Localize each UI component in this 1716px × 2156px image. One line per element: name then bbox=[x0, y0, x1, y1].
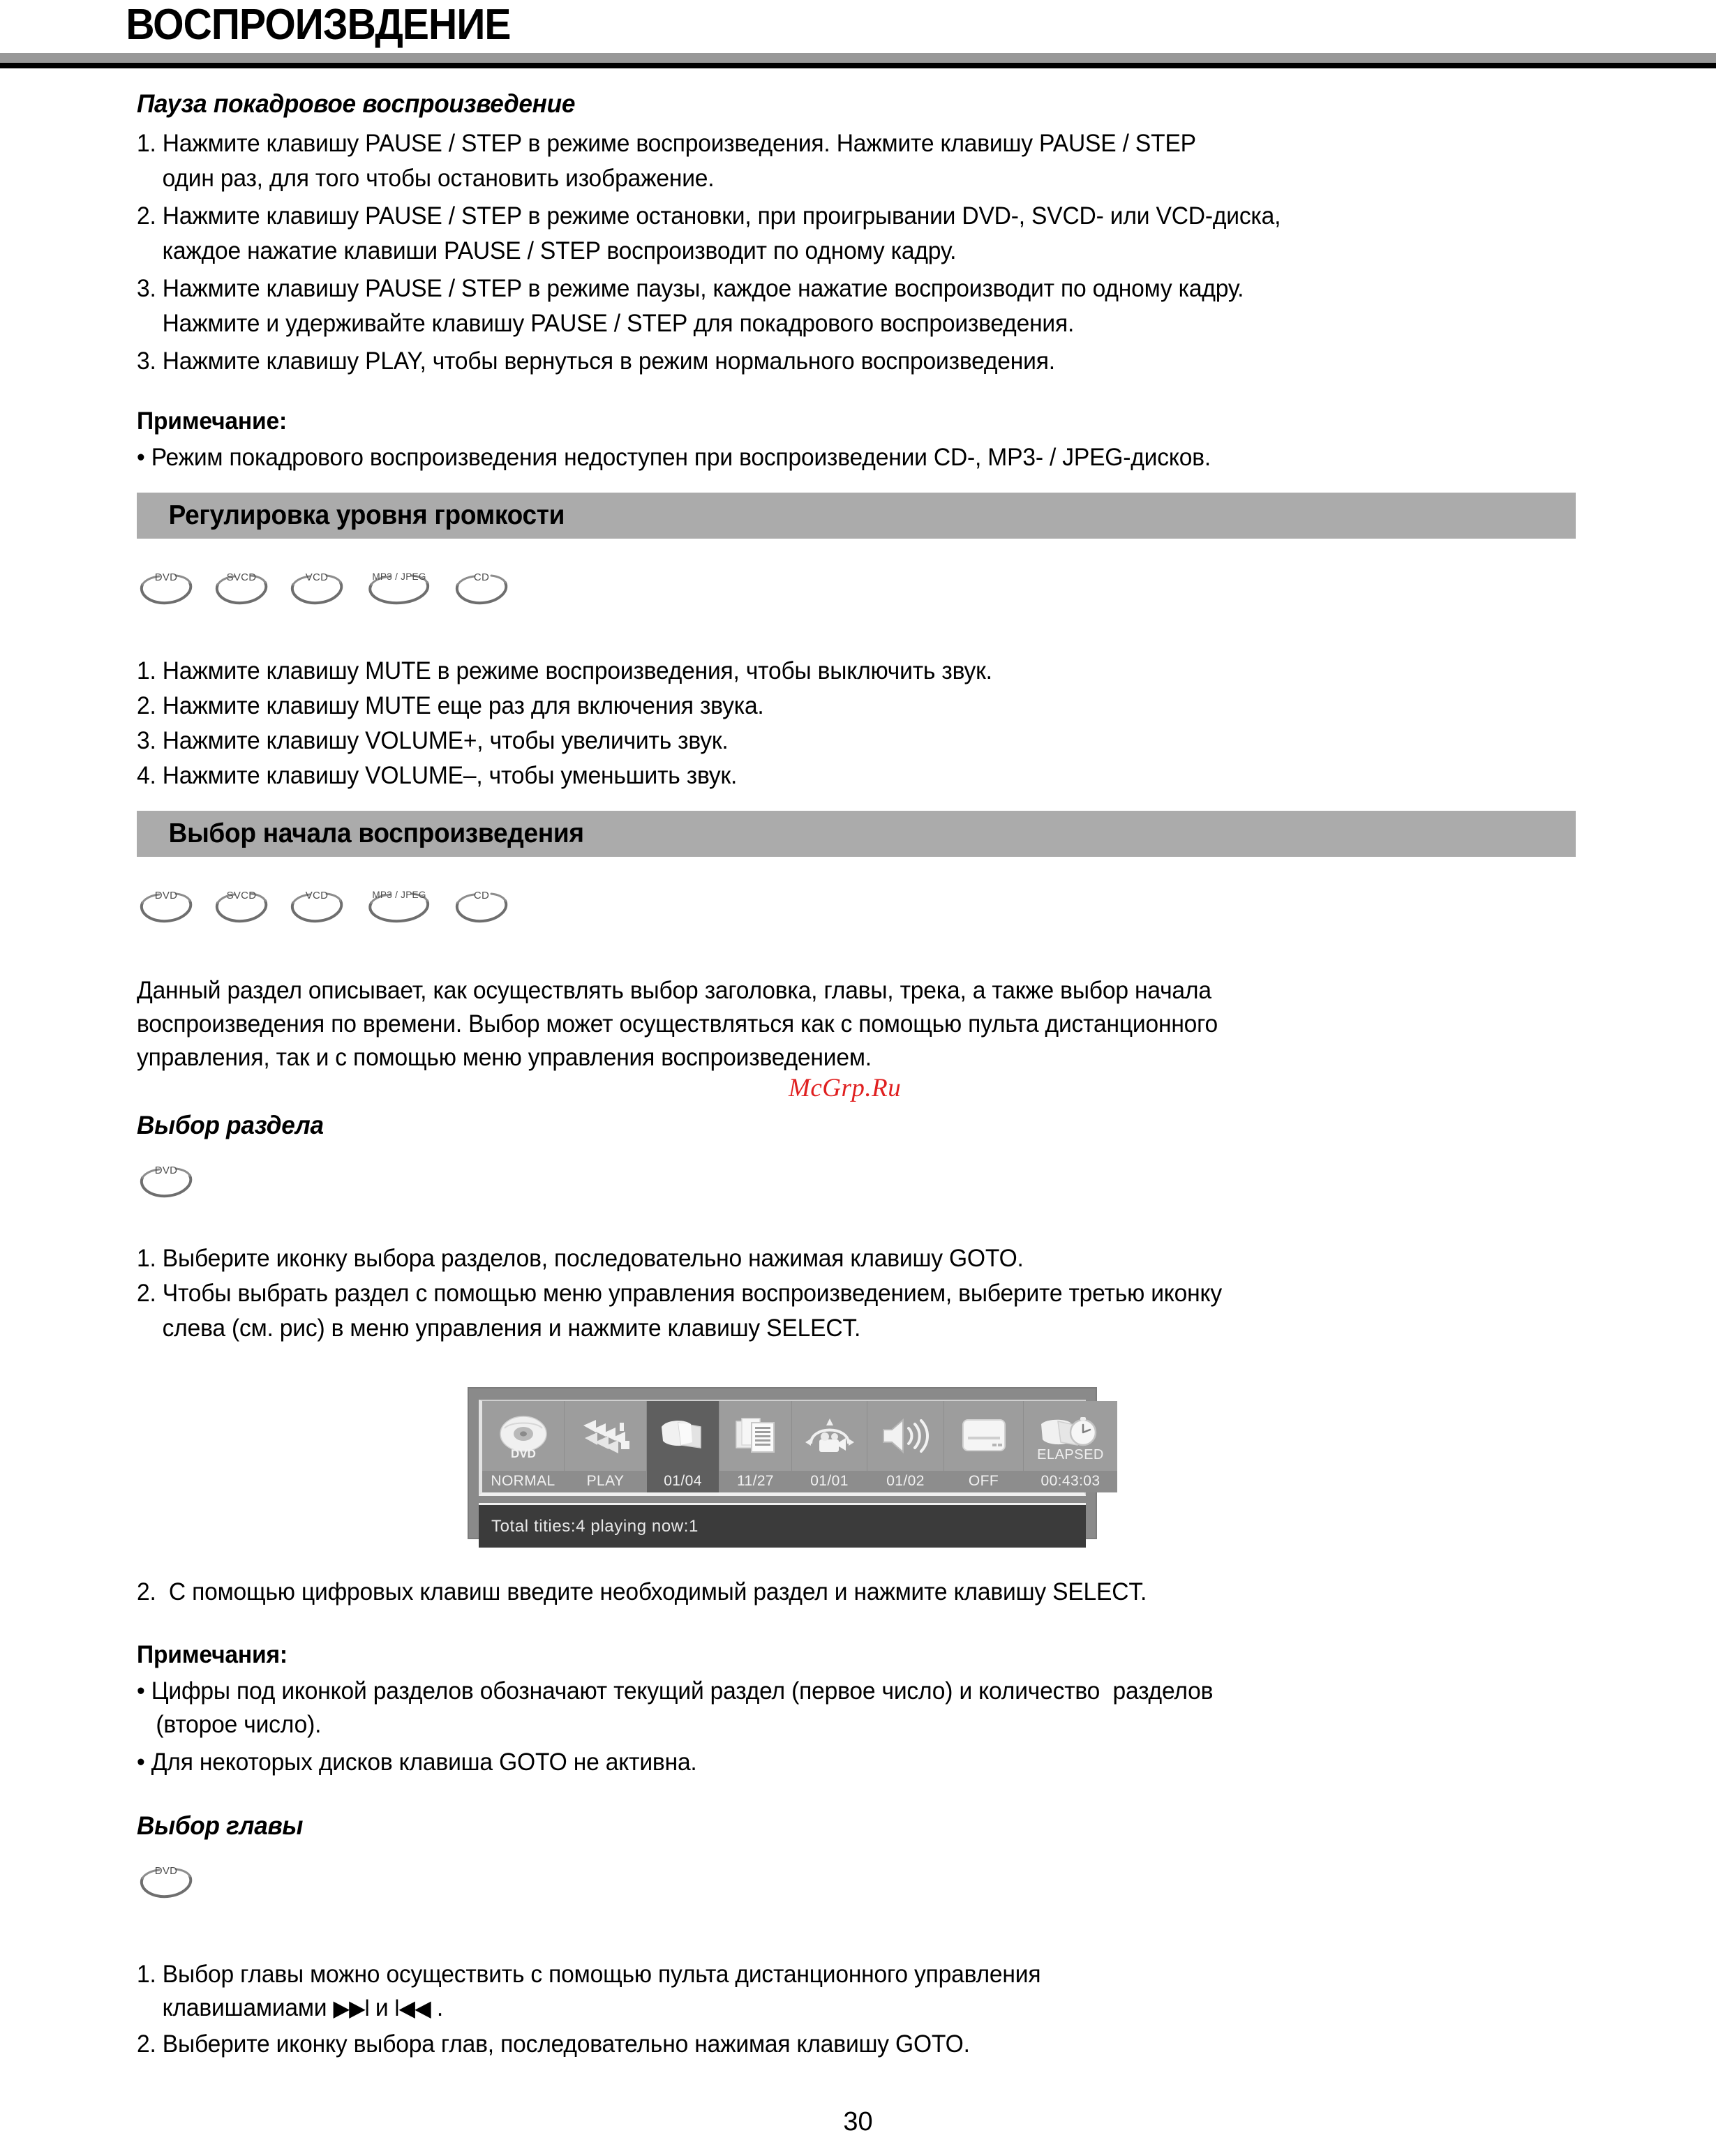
chapter-select-heading: Выбор главы bbox=[137, 1811, 304, 1840]
pause-item-2-cont: каждое нажатие клавиши PAUSE / STEP воспроизводит по одному кадру. bbox=[137, 237, 957, 264]
osd-cell-subtitle-select[interactable] bbox=[944, 1401, 1024, 1492]
disc-badge-vcd bbox=[285, 889, 349, 924]
svg-text:DVD: DVD bbox=[510, 1447, 536, 1460]
chapter-select-item-1-cont bbox=[137, 1991, 443, 2025]
osd-cell-time-elapsed[interactable] bbox=[1024, 1401, 1117, 1492]
osd-icon-bar bbox=[479, 1400, 1104, 1496]
chapter-select-item-1-conjunction: и bbox=[368, 1994, 395, 2021]
osd-elapsed-sub-label: ELAPSED bbox=[1037, 1447, 1104, 1462]
section-bar-volume bbox=[137, 493, 1576, 539]
osd-value-angle: 01/01 bbox=[792, 1471, 867, 1492]
chapter-select-item-1-suffix: . bbox=[430, 1994, 444, 2021]
disc-icon bbox=[482, 1404, 564, 1471]
osd-value-disc-mode: NORMAL bbox=[482, 1471, 564, 1492]
volume-item-2: 2. Нажмите клавишу MUTE еще раз для включения звука. bbox=[137, 692, 764, 719]
disc-badge-cd-label: CD bbox=[473, 890, 490, 901]
disc-badge-dvd-label: DVD bbox=[154, 571, 178, 583]
section-bar-start-playback bbox=[137, 811, 1576, 857]
title-select-note-2: • Для некоторых дисков клавиша GOTO не активна. bbox=[137, 1749, 697, 1776]
disc-badge-svcd bbox=[209, 571, 274, 606]
header-rule-gray bbox=[0, 53, 1716, 63]
pause-section-heading: Пауза покадровое воспроизведение bbox=[137, 89, 576, 118]
section-bar-volume-label: Регулировка уровня громкости bbox=[168, 500, 565, 530]
disc-badge-dvd bbox=[134, 571, 198, 606]
volume-item-1: 1. Нажмите клавишу MUTE в режиме воспроизведения, чтобы выключить звук. bbox=[137, 657, 992, 684]
disc-badge-dvd-label: DVD bbox=[154, 1865, 178, 1877]
disc-badge-vcd bbox=[285, 571, 349, 606]
disc-badge-vcd-label: VCD bbox=[305, 571, 329, 583]
disc-badges-volume bbox=[134, 571, 525, 606]
osd-cell-audio-select[interactable] bbox=[867, 1401, 944, 1492]
watermark-mcgrp: McGrp.Ru bbox=[789, 1074, 902, 1102]
disc-badges-start bbox=[134, 889, 525, 924]
osd-cell-play-mode[interactable] bbox=[565, 1401, 647, 1492]
start-paragraph-line-2: воспроизведения по времени. Выбор может осуществляться как с помощью пульта дистанционного bbox=[137, 1010, 1218, 1038]
section-bar-start-playback-label: Выбор начала воспроизведения bbox=[168, 818, 584, 848]
osd-cell-chapter-select[interactable] bbox=[719, 1401, 792, 1492]
start-paragraph-line-3: управления, так и с помощью меню управления воспроизведением. bbox=[137, 1044, 872, 1071]
page-header bbox=[0, 0, 1716, 47]
page-title: ВОСПРОИЗВДЕНИЕ bbox=[126, 1, 511, 49]
title-select-note-1-cont: (второе число). bbox=[137, 1711, 322, 1738]
waveform-icon bbox=[565, 1404, 646, 1471]
disc-badge-dvd bbox=[134, 889, 198, 924]
osd-value-elapsed-time: 00:43:03 bbox=[1024, 1471, 1117, 1492]
chapter-select-item-1: 1. Выбор главы можно осуществить с помощью пульта дистанционного управления bbox=[137, 1961, 1041, 1988]
title-select-heading: Выбор раздела bbox=[137, 1111, 324, 1139]
title-select-notes-heading: Примечания: bbox=[137, 1641, 288, 1668]
pause-item-3: 3. Нажмите клавишу PAUSE / STEP в режиме паузы, каждое нажатие воспроизводит по одному кадру. bbox=[137, 275, 1244, 302]
osd-value-audio: 01/02 bbox=[867, 1471, 943, 1492]
pause-item-3-cont: Нажмите и удерживайте клавишу PAUSE / STEP для покадрового воспроизведения. bbox=[137, 310, 1075, 337]
disc-badge-mp3-jpeg bbox=[360, 889, 438, 924]
title-select-item-1: 1. Выберите иконку выбора разделов, последовательно нажимая клавишу GOTO. bbox=[137, 1245, 1024, 1272]
disc-badge-dvd-label: DVD bbox=[154, 1165, 178, 1176]
disc-badges-chapter-select bbox=[134, 1864, 209, 1899]
osd-status-line: Total tities:4 playing now:1 bbox=[479, 1503, 1086, 1548]
pause-note-heading: Примечание: bbox=[137, 407, 287, 435]
disc-badge-svcd-label: SVCD bbox=[226, 571, 257, 583]
disc-badge-cd-label: CD bbox=[473, 571, 490, 583]
disc-badge-mp3-jpeg bbox=[360, 571, 438, 606]
angle-camera-icon bbox=[792, 1404, 867, 1471]
disc-badge-cd bbox=[449, 571, 514, 606]
osd-value-play-state: PLAY bbox=[565, 1471, 646, 1492]
pause-item-2: 2. Нажмите клавишу PAUSE / STEP в режиме остановки, при проигрывании DVD-, SVCD- или VCD-диска, bbox=[137, 202, 1281, 230]
disc-badge-cd bbox=[449, 889, 514, 924]
osd-value-chapter: 11/27 bbox=[719, 1471, 791, 1492]
chapter-select-item-2: 2. Выберите иконку выбора глав, последовательно нажимая клавишу GOTO. bbox=[137, 2030, 970, 2058]
disc-badge-mp3-jpeg-label: MP3 / JPEG bbox=[372, 571, 426, 582]
title-folder-icon bbox=[647, 1404, 719, 1471]
title-select-item-2-cont: слева (см. рис) в меню управления и нажмите клавишу SELECT. bbox=[137, 1315, 861, 1342]
title-select-item-2: 2. Чтобы выбрать раздел с помощью меню управления воспроизведением, выберите третью иконку bbox=[137, 1280, 1223, 1307]
prev-track-icon: Ɩ◀◀ bbox=[394, 1996, 431, 2021]
osd-cell-angle-select[interactable] bbox=[792, 1401, 867, 1492]
osd-cell-title-select[interactable] bbox=[647, 1401, 719, 1492]
disc-badges-title-select bbox=[134, 1164, 209, 1199]
pause-item-1-cont: один раз, для того чтобы остановить изображение. bbox=[137, 165, 715, 192]
chapter-select-item-1-cont-prefix: клавишамиами bbox=[137, 1994, 334, 2021]
title-select-note-1: • Цифры под иконкой разделов обозначают текущий раздел (первое число) и количество разделов bbox=[137, 1677, 1214, 1705]
page-number: 30 bbox=[843, 2107, 873, 2136]
pause-note-item-1: • Режим покадрового воспроизведения недоступен при воспроизведении CD-, MP3- / JPEG-дисков. bbox=[137, 444, 1211, 471]
header-rule-black bbox=[0, 63, 1716, 68]
pause-item-1: 1. Нажмите клавишу PAUSE / STEP в режиме воспроизведения. Нажмите клавишу PAUSE / STEP bbox=[137, 130, 1196, 157]
osd-value-title: 01/04 bbox=[647, 1471, 719, 1492]
next-track-icon: ▶▶Ɩ bbox=[333, 1996, 369, 2021]
chapter-pages-icon bbox=[719, 1404, 791, 1471]
disc-badge-dvd bbox=[134, 1864, 198, 1899]
disc-badge-svcd-label: SVCD bbox=[226, 890, 257, 901]
osd-cell-disc-type[interactable] bbox=[482, 1401, 565, 1492]
volume-item-3: 3. Нажмите клавишу VOLUME+, чтобы увеличить звук. bbox=[137, 727, 729, 754]
pause-item-4: 3. Нажмите клавишу PLAY, чтобы вернуться в режим нормального воспроизведения. bbox=[137, 347, 1055, 375]
subtitle-screen-icon bbox=[944, 1404, 1023, 1471]
disc-badge-mp3-jpeg-label: MP3 / JPEG bbox=[372, 890, 426, 900]
disc-badge-dvd bbox=[134, 1164, 198, 1199]
osd-value-subtitle: OFF bbox=[944, 1471, 1023, 1492]
osd-control-menu-figure bbox=[468, 1387, 1104, 1539]
start-paragraph-line-1: Данный раздел описывает, как осуществлять выбор заголовка, главы, трека, а также выбор начала bbox=[137, 977, 1211, 1004]
volume-item-4: 4. Нажмите клавишу VOLUME–, чтобы уменьшить звук. bbox=[137, 762, 738, 789]
disc-badge-dvd-label: DVD bbox=[154, 890, 178, 901]
disc-badge-vcd-label: VCD bbox=[305, 890, 329, 901]
title-select-item-3: 2. С помощью цифровых клавиш введите необходимый раздел и нажмите клавишу SELECT. bbox=[137, 1578, 1147, 1605]
speaker-icon bbox=[867, 1404, 943, 1471]
disc-badge-svcd bbox=[209, 889, 274, 924]
